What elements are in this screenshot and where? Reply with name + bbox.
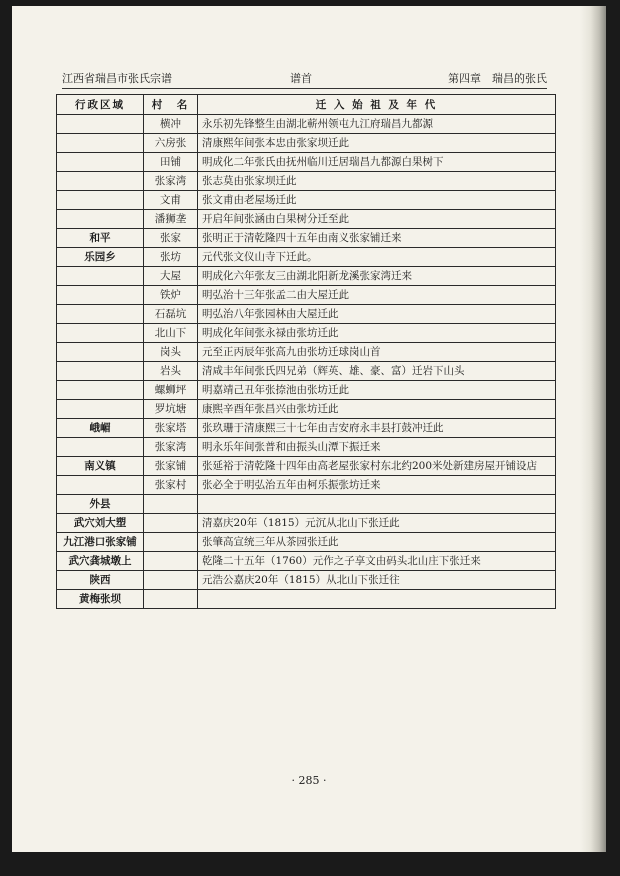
village-cell: 铁炉 (144, 286, 198, 305)
history-cell: 明弘治十三年张孟二由大屋迁此 (198, 286, 556, 305)
village-cell: 田铺 (144, 153, 198, 172)
table-row (57, 457, 556, 476)
table-row (57, 495, 556, 514)
region-cell (57, 153, 144, 172)
table-row (57, 400, 556, 419)
village-cell: 石磊坑 (144, 305, 198, 324)
village-cell (144, 514, 198, 533)
village-cell: 大屋 (144, 267, 198, 286)
region-cell (57, 210, 144, 229)
village-cell: 张家村 (144, 476, 198, 495)
village-cell: 张家铺 (144, 457, 198, 476)
book-spine-shadow (580, 6, 606, 852)
history-cell: 清嘉庆20年（1815）元沉从北山下张迁此 (198, 514, 556, 533)
region-cell (57, 305, 144, 324)
history-cell: 康熙辛酉年张昌兴由张坊迁此 (198, 400, 556, 419)
region-cell: 和平 (57, 229, 144, 248)
table-row (57, 476, 556, 495)
history-cell: 元至正丙辰年张高九由张坊迁球岗山首 (198, 343, 556, 362)
village-cell: 螺蛳坪 (144, 381, 198, 400)
table-row (57, 514, 556, 533)
history-cell: 元浩公嘉庆20年（1815）从北山下张迁往 (198, 571, 556, 590)
region-cell (57, 286, 144, 305)
table-row (57, 438, 556, 457)
region-cell: 九江港口张家铺 (57, 533, 144, 552)
table-row (57, 134, 556, 153)
region-cell (57, 134, 144, 153)
region-cell (57, 400, 144, 419)
region-cell: 武穴刘大塑 (57, 514, 144, 533)
region-cell: 外县 (57, 495, 144, 514)
table-row (57, 153, 556, 172)
village-cell: 张家湾 (144, 172, 198, 191)
history-cell: 张肇高宣统三年从茶园张迁此 (198, 533, 556, 552)
header-book-title: 江西省瑞昌市张氏宗谱 (62, 72, 172, 85)
region-cell (57, 191, 144, 210)
table-header-row (57, 95, 556, 115)
migration-table (56, 94, 556, 609)
history-cell: 明永乐年间张普和由振头山潭下振迁来 (198, 438, 556, 457)
village-cell: 六房张 (144, 134, 198, 153)
column-header-village: 村 名 (144, 95, 198, 115)
table-row (57, 267, 556, 286)
history-cell: 张明正于清乾隆四十五年由南义张家铺迁来 (198, 229, 556, 248)
region-cell (57, 267, 144, 286)
region-cell (57, 362, 144, 381)
table-row (57, 571, 556, 590)
table-row (57, 590, 556, 609)
region-cell (57, 476, 144, 495)
region-cell: 武穴龚城墩上 (57, 552, 144, 571)
history-cell: 张必全于明弘治五年由柯乐振张坊迁来 (198, 476, 556, 495)
header-section: 谱首 (290, 72, 312, 85)
table-row (57, 305, 556, 324)
history-cell: 张玖珊于清康熙三十七年由吉安府永丰县打鼓冲迁此 (198, 419, 556, 438)
history-cell: 明嘉靖己丑年张捺池由张坊迁此 (198, 381, 556, 400)
region-cell: 乐园乡 (57, 248, 144, 267)
table-row (57, 381, 556, 400)
region-cell: 陕西 (57, 571, 144, 590)
region-cell: 黄梅张坝 (57, 590, 144, 609)
region-cell: 南义镇 (57, 457, 144, 476)
village-cell: 张家湾 (144, 438, 198, 457)
table-row (57, 286, 556, 305)
region-cell (57, 172, 144, 191)
table-row (57, 191, 556, 210)
history-cell: 开启年间张涵由白果树分迁至此 (198, 210, 556, 229)
history-cell: 清咸丰年间张氏四兄弟（辉英、雄、豪、富）迁岩下山头 (198, 362, 556, 381)
region-cell (57, 381, 144, 400)
table-row (57, 419, 556, 438)
history-cell: 清康熙年间张本忠由张家坝迁此 (198, 134, 556, 153)
history-cell: 永乐初先锋整生由湖北蕲州领屯九江府瑞昌九都源 (198, 115, 556, 134)
history-cell: 乾隆二十五年（1760）元作之子享文由码头北山庄下张迁来 (198, 552, 556, 571)
history-cell: 张志莫由张家坝迁此 (198, 172, 556, 191)
village-cell: 岗头 (144, 343, 198, 362)
village-cell: 横冲 (144, 115, 198, 134)
region-cell (57, 438, 144, 457)
table-body (57, 115, 556, 609)
page-header (62, 66, 547, 89)
village-cell (144, 533, 198, 552)
page-number: · 285 · (291, 774, 327, 787)
region-cell (57, 324, 144, 343)
history-cell (198, 590, 556, 609)
region-cell (57, 115, 144, 134)
village-cell (144, 552, 198, 571)
table-row (57, 533, 556, 552)
village-cell: 北山下 (144, 324, 198, 343)
header-chapter: 第四章 瑞昌的张氏 (448, 72, 547, 85)
history-cell: 明成化六年张友三由湖北阳新龙溪张家湾迁来 (198, 267, 556, 286)
history-cell: 明弘治八年张园林由大屋迁此 (198, 305, 556, 324)
history-cell: 张延裕于清乾隆十四年由高老屋张家村东北约200米处新建房屋开铺设店 (198, 457, 556, 476)
table-row (57, 172, 556, 191)
village-cell (144, 590, 198, 609)
history-cell: 明成化年间张永禄由张坊迁此 (198, 324, 556, 343)
history-cell: 张文甫由老屋场迁此 (198, 191, 556, 210)
table-row (57, 324, 556, 343)
table-row (57, 362, 556, 381)
column-header-history: 迁 入 始 祖 及 年 代 (198, 95, 556, 115)
region-cell (57, 343, 144, 362)
book-page (12, 6, 606, 852)
column-header-region: 行政区域 (57, 95, 144, 115)
table-row (57, 210, 556, 229)
history-cell: 明成化二年张氏由抚州临川迁居瑞昌九都源白果树下 (198, 153, 556, 172)
table-row (57, 229, 556, 248)
history-cell: 元代张文仪山寺下迁此。 (198, 248, 556, 267)
village-cell (144, 571, 198, 590)
table-row (57, 115, 556, 134)
village-cell: 罗坑塘 (144, 400, 198, 419)
village-cell: 岩头 (144, 362, 198, 381)
region-cell: 峨嵋 (57, 419, 144, 438)
table-row (57, 248, 556, 267)
village-cell: 张坊 (144, 248, 198, 267)
table-row (57, 343, 556, 362)
village-cell: 文甫 (144, 191, 198, 210)
village-cell (144, 495, 198, 514)
village-cell: 张家 (144, 229, 198, 248)
village-cell: 潘狮垄 (144, 210, 198, 229)
village-cell: 张家塔 (144, 419, 198, 438)
table-row (57, 552, 556, 571)
history-cell (198, 495, 556, 514)
